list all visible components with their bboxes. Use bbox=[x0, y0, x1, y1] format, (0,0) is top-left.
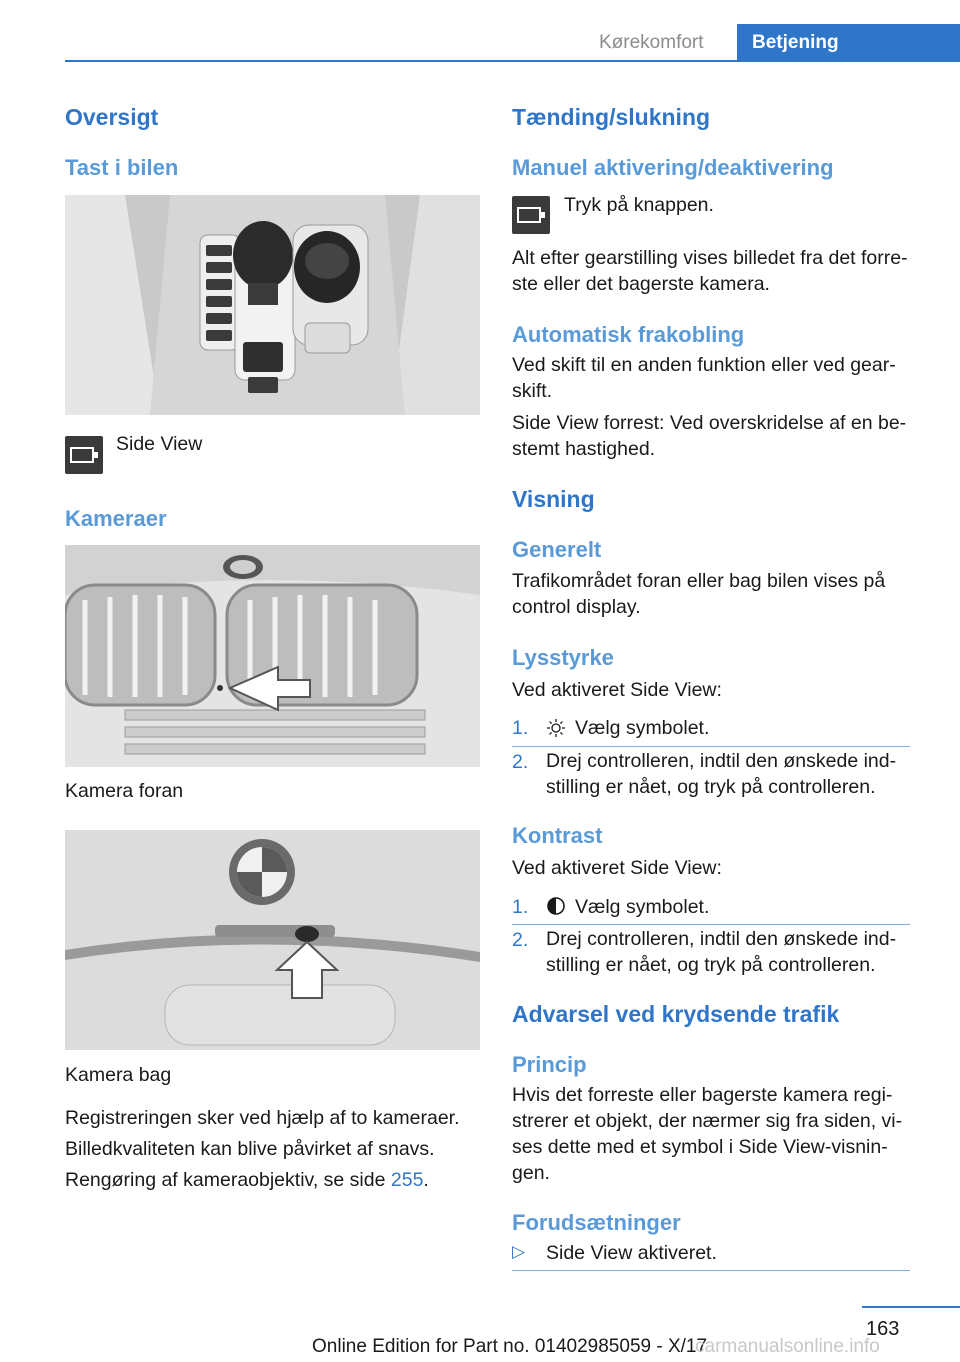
lysstyrke-item-2-number: 2. bbox=[512, 751, 529, 773]
footer-rule bbox=[862, 1306, 960, 1308]
alt-efter-line2: ste eller det bagerste kamera. bbox=[512, 273, 770, 295]
auto-line1: Ved skift til en anden funktion eller ved gear‐ bbox=[512, 354, 896, 376]
lysstyrke-item-1-number: 1. bbox=[512, 717, 529, 739]
contrast-icon bbox=[546, 896, 566, 916]
list-separator bbox=[512, 1270, 910, 1271]
generelt-line2: control display. bbox=[512, 596, 641, 618]
page-number: 163 bbox=[866, 1318, 900, 1340]
brightness-icon bbox=[546, 718, 566, 738]
rear-camera-photo bbox=[65, 830, 480, 1050]
heading-lysstyrke: Lysstyrke bbox=[512, 645, 614, 670]
kontrast-intro: Ved aktiveret Side View: bbox=[512, 857, 722, 879]
alt-efter-line1: Alt efter gearstilling vises billedet fra det forre‐ bbox=[512, 247, 908, 269]
header-tab-label: Betjening bbox=[752, 32, 839, 53]
heading-kontrast: Kontrast bbox=[512, 823, 603, 848]
lysstyrke-item-2-line2: stilling er nået, og tryk på controlleren. bbox=[546, 776, 876, 798]
lysstyrke-intro: Ved aktiveret Side View: bbox=[512, 679, 722, 701]
bullet-triangle-icon: ▷ bbox=[512, 1242, 526, 1261]
heading-tast-i-bilen: Tast i bilen bbox=[65, 155, 179, 180]
header-section-title: Kørekomfort bbox=[599, 32, 704, 53]
heading-automatisk-frakobling: Automatisk frakobling bbox=[512, 322, 745, 347]
kontrast-item-1-text: Vælg symbolet. bbox=[575, 896, 710, 918]
heading-advarsel: Advarsel ved krydsende trafik bbox=[512, 1001, 840, 1027]
heading-taending-slukning: Tænding/slukning bbox=[512, 104, 711, 130]
heading-generelt: Generelt bbox=[512, 537, 602, 562]
lysstyrke-item-2-line1: Drej controlleren, indtil den ønskede ind‐ bbox=[546, 750, 897, 772]
side-view-label: Side View bbox=[116, 433, 203, 455]
princip-line3: ses dette med et symbol i Side View-visnin‐ bbox=[512, 1136, 888, 1158]
side-view-button-icon bbox=[65, 436, 103, 474]
paragraph-billedkvalitet: Billedkvaliteten kan blive påvirket af snavs. bbox=[65, 1138, 435, 1160]
kontrast-item-2-number: 2. bbox=[512, 929, 529, 951]
heading-visning: Visning bbox=[512, 486, 595, 512]
kontrast-item-2-line2: stilling er nået, og tryk på controlleren. bbox=[546, 954, 876, 976]
auto-line2: skift. bbox=[512, 380, 553, 402]
lysstyrke-item-1-text: Vælg symbolet. bbox=[575, 717, 710, 739]
generelt-line1: Trafikområdet foran eller bag bilen vises på bbox=[512, 570, 886, 592]
princip-line4: gen. bbox=[512, 1162, 550, 1184]
caption-kamera-foran: Kamera foran bbox=[65, 780, 184, 802]
kontrast-item-2-line1: Drej controlleren, indtil den ønskede ind‐ bbox=[546, 928, 897, 950]
page-link-255[interactable]: 255 bbox=[390, 1169, 424, 1191]
heading-forudsaetninger: Forudsætninger bbox=[512, 1210, 681, 1235]
paragraph-rengoring: Rengøring af kameraobjektiv, se side 255. bbox=[65, 1169, 429, 1191]
list-separator bbox=[512, 924, 910, 925]
front-camera-photo bbox=[65, 545, 480, 767]
kontrast-item-1-number: 1. bbox=[512, 896, 529, 918]
tryk-pa-knappen: Tryk på knappen. bbox=[564, 194, 714, 216]
heading-manuel-aktivering: Manuel aktivering/deaktivering bbox=[512, 155, 834, 180]
footer-edition: Online Edition for Part no. 01402985059 - X/17 bbox=[312, 1336, 708, 1357]
side-view-button-icon-right bbox=[512, 196, 550, 234]
side-forrest-line2: stemt hastighed. bbox=[512, 438, 656, 460]
console-photo bbox=[65, 195, 480, 415]
paragraph-registrering: Registreringen sker ved hjælp af to kameraer. bbox=[65, 1107, 460, 1129]
heading-kameraer: Kameraer bbox=[65, 506, 167, 531]
heading-oversigt: Oversigt bbox=[65, 104, 159, 130]
heading-princip: Princip bbox=[512, 1052, 587, 1077]
side-forrest-line1: Side View forrest: Ved overskridelse af en be‐ bbox=[512, 412, 907, 434]
caption-kamera-bag: Kamera bag bbox=[65, 1064, 172, 1086]
princip-line2: strerer et objekt, der nærmer sig fra siden, vi‐ bbox=[512, 1110, 903, 1132]
princip-line1: Hvis det forreste eller bagerste kamera regi‐ bbox=[512, 1084, 893, 1106]
forud-item-text: Side View aktiveret. bbox=[546, 1242, 717, 1264]
watermark: carmanualsonline.info bbox=[695, 1336, 880, 1357]
list-separator bbox=[512, 746, 910, 747]
